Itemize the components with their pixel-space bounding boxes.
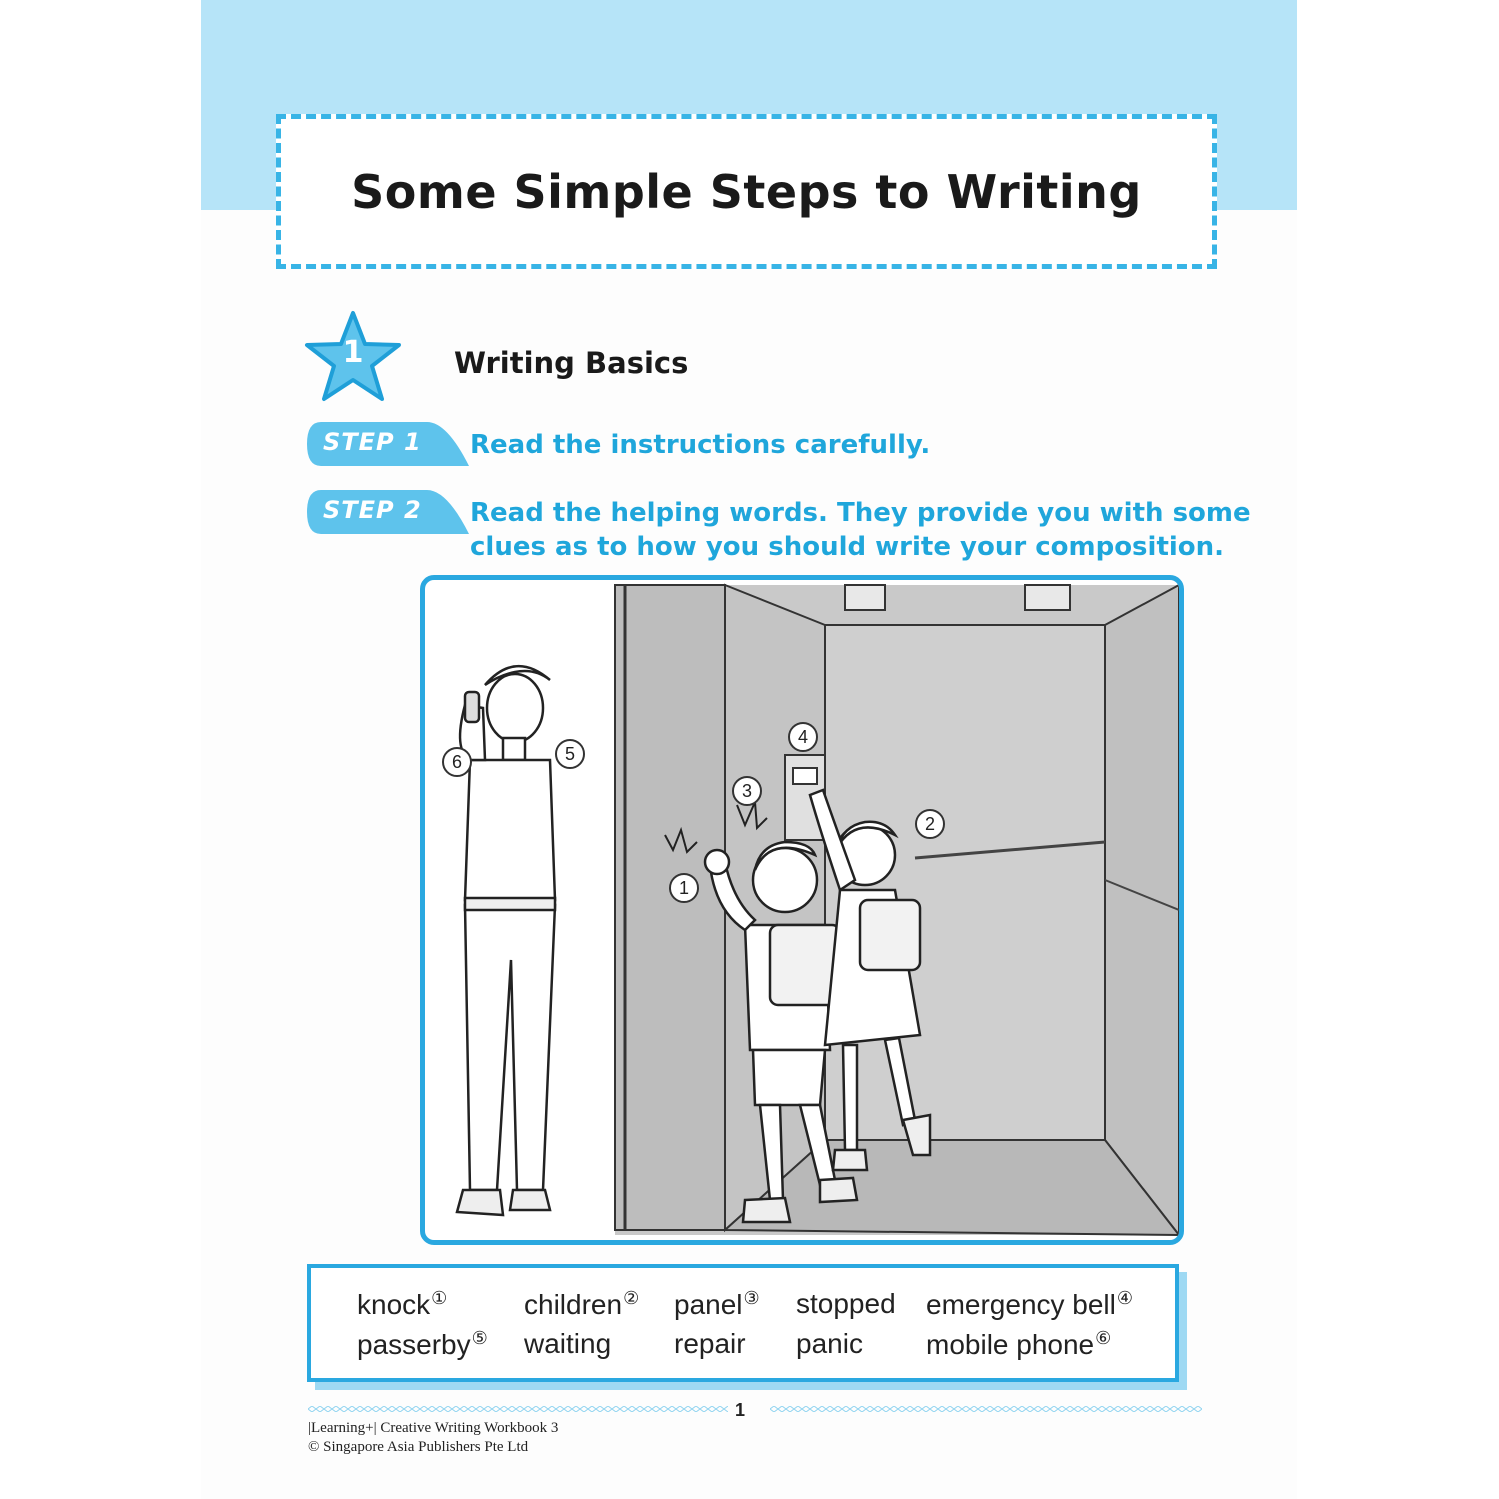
word-knock: knock① [357,1288,448,1320]
step-1-label: STEP 1 [323,428,422,456]
lift-illustration [425,580,1179,1240]
word-panel: panel③ [674,1288,760,1320]
page-title: Some Simple Steps to Writing [351,164,1142,219]
step-2-label: STEP 2 [323,496,422,524]
callout-2: 2 [915,809,945,839]
step-2-badge [307,490,469,534]
step-1-badge [307,422,469,466]
section-number: 1 [342,335,364,370]
footer-rule-right [770,1406,1202,1412]
callout-5: 5 [555,739,585,769]
helping-words-box [307,1264,1179,1382]
step-1-text: Read the instructions carefully. [470,430,931,460]
word-children: children② [524,1288,640,1320]
illustration-frame [420,575,1184,1245]
callout-4: 4 [788,722,818,752]
title-box [276,114,1217,269]
callout-6: 6 [442,747,472,777]
word-panic: panic [796,1328,863,1359]
word-emergency-bell: emergency bell④ [926,1288,1134,1320]
step-2-text-line1: Read the helping words. They provide you with some [470,498,1251,528]
footer-publication: |Learning+| Creative Writing Workbook 3 [308,1420,559,1436]
footer-copyright: © Singapore Asia Publishers Pte Ltd [308,1439,529,1455]
callout-3: 3 [732,776,762,806]
word-repair: repair [674,1328,746,1359]
word-passerby: passerby⑤ [357,1328,488,1360]
callout-1: 1 [669,873,699,903]
word-mobile-phone: mobile phone⑥ [926,1328,1112,1360]
word-waiting: waiting [524,1328,612,1359]
page-number: 1 [735,1400,746,1420]
footer-rule-left [308,1406,728,1412]
step-2-text-line2: clues as to how you should write your composition. [470,532,1225,562]
word-stopped: stopped [796,1288,896,1319]
section-heading: Writing Basics [454,346,689,380]
